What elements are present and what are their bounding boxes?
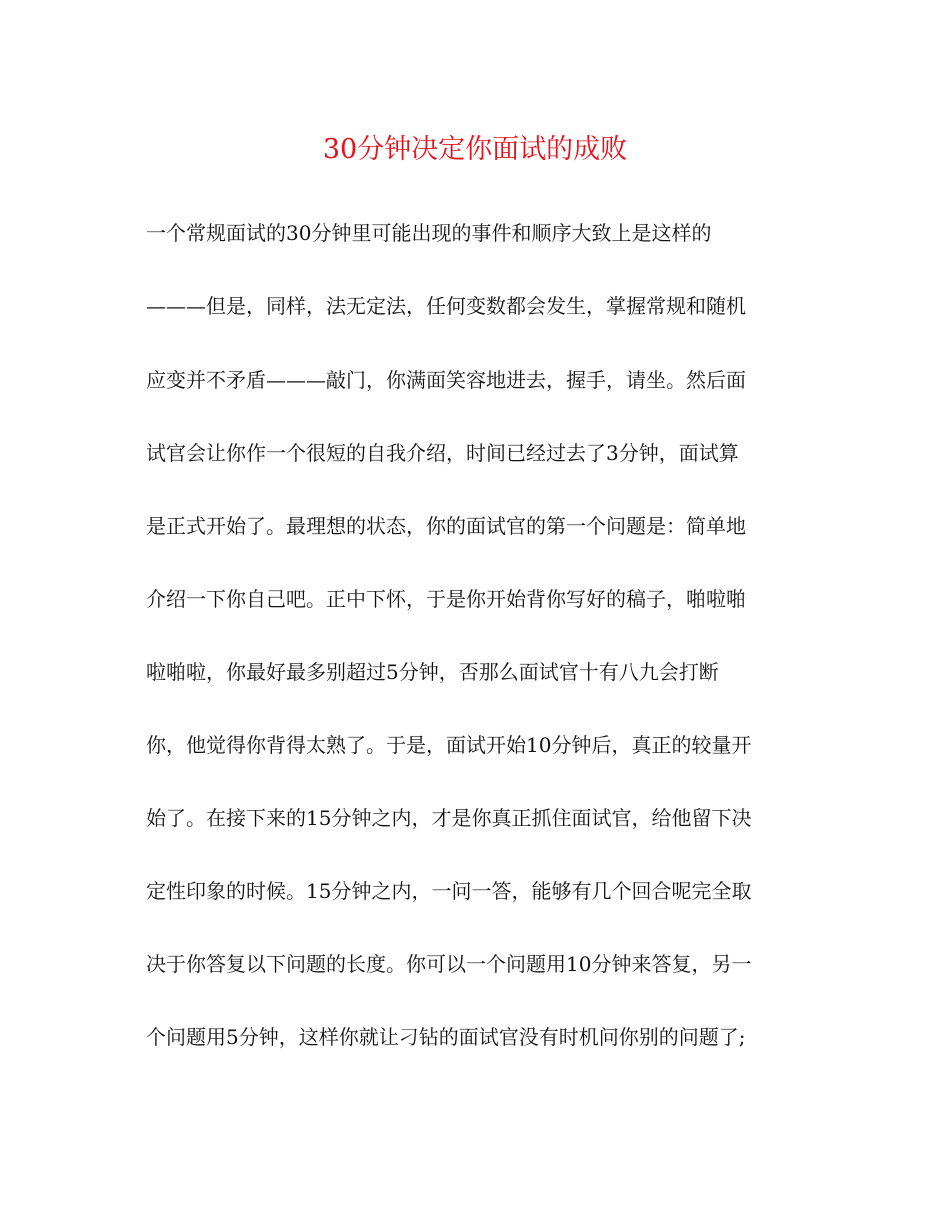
body-line: 介绍一下你自己吧。正中下怀，于是你开始背你写好的稿子，啪啦啪 xyxy=(146,587,746,611)
body-line: 应变并不矛盾———敲门，你满面笑容地进去，握手，请坐。然后面 xyxy=(146,368,746,392)
body-line: 个问题用5分钟，这样你就让刁钻的面试官没有时机问你别的问题了; xyxy=(146,1025,746,1049)
body-line: ———但是，同样，法无定法，任何变数都会发生，掌握常规和随机 xyxy=(146,294,746,318)
body-line: 定性印象的时候。15分钟之内，一问一答，能够有几个回合呢完全取 xyxy=(146,879,752,903)
body-line: 始了。在接下来的15分钟之内，才是你真正抓住面试官，给他留下决 xyxy=(146,806,752,830)
body-line: 你，他觉得你背得太熟了。于是，面试开始10分钟后，真正的较量开 xyxy=(146,733,752,757)
document-title: 30分钟决定你面试的成败 xyxy=(322,134,628,165)
body-line: 啦啪啦，你最好最多别超过5分钟，否那么面试官十有八九会打断 xyxy=(146,660,719,684)
body-line: 试官会让你作一个很短的自我介绍，时间已经过去了3分钟，面试算 xyxy=(146,441,739,465)
body-line: 一个常规面试的30分钟里可能出现的事件和顺序大致上是这样的 xyxy=(146,221,712,245)
body-line: 是正式开始了。最理想的状态，你的面试官的第一个问题是：简单地 xyxy=(146,514,746,538)
body-line: 决于你答复以下问题的长度。你可以一个问题用10分钟来答复，另一 xyxy=(146,952,752,976)
